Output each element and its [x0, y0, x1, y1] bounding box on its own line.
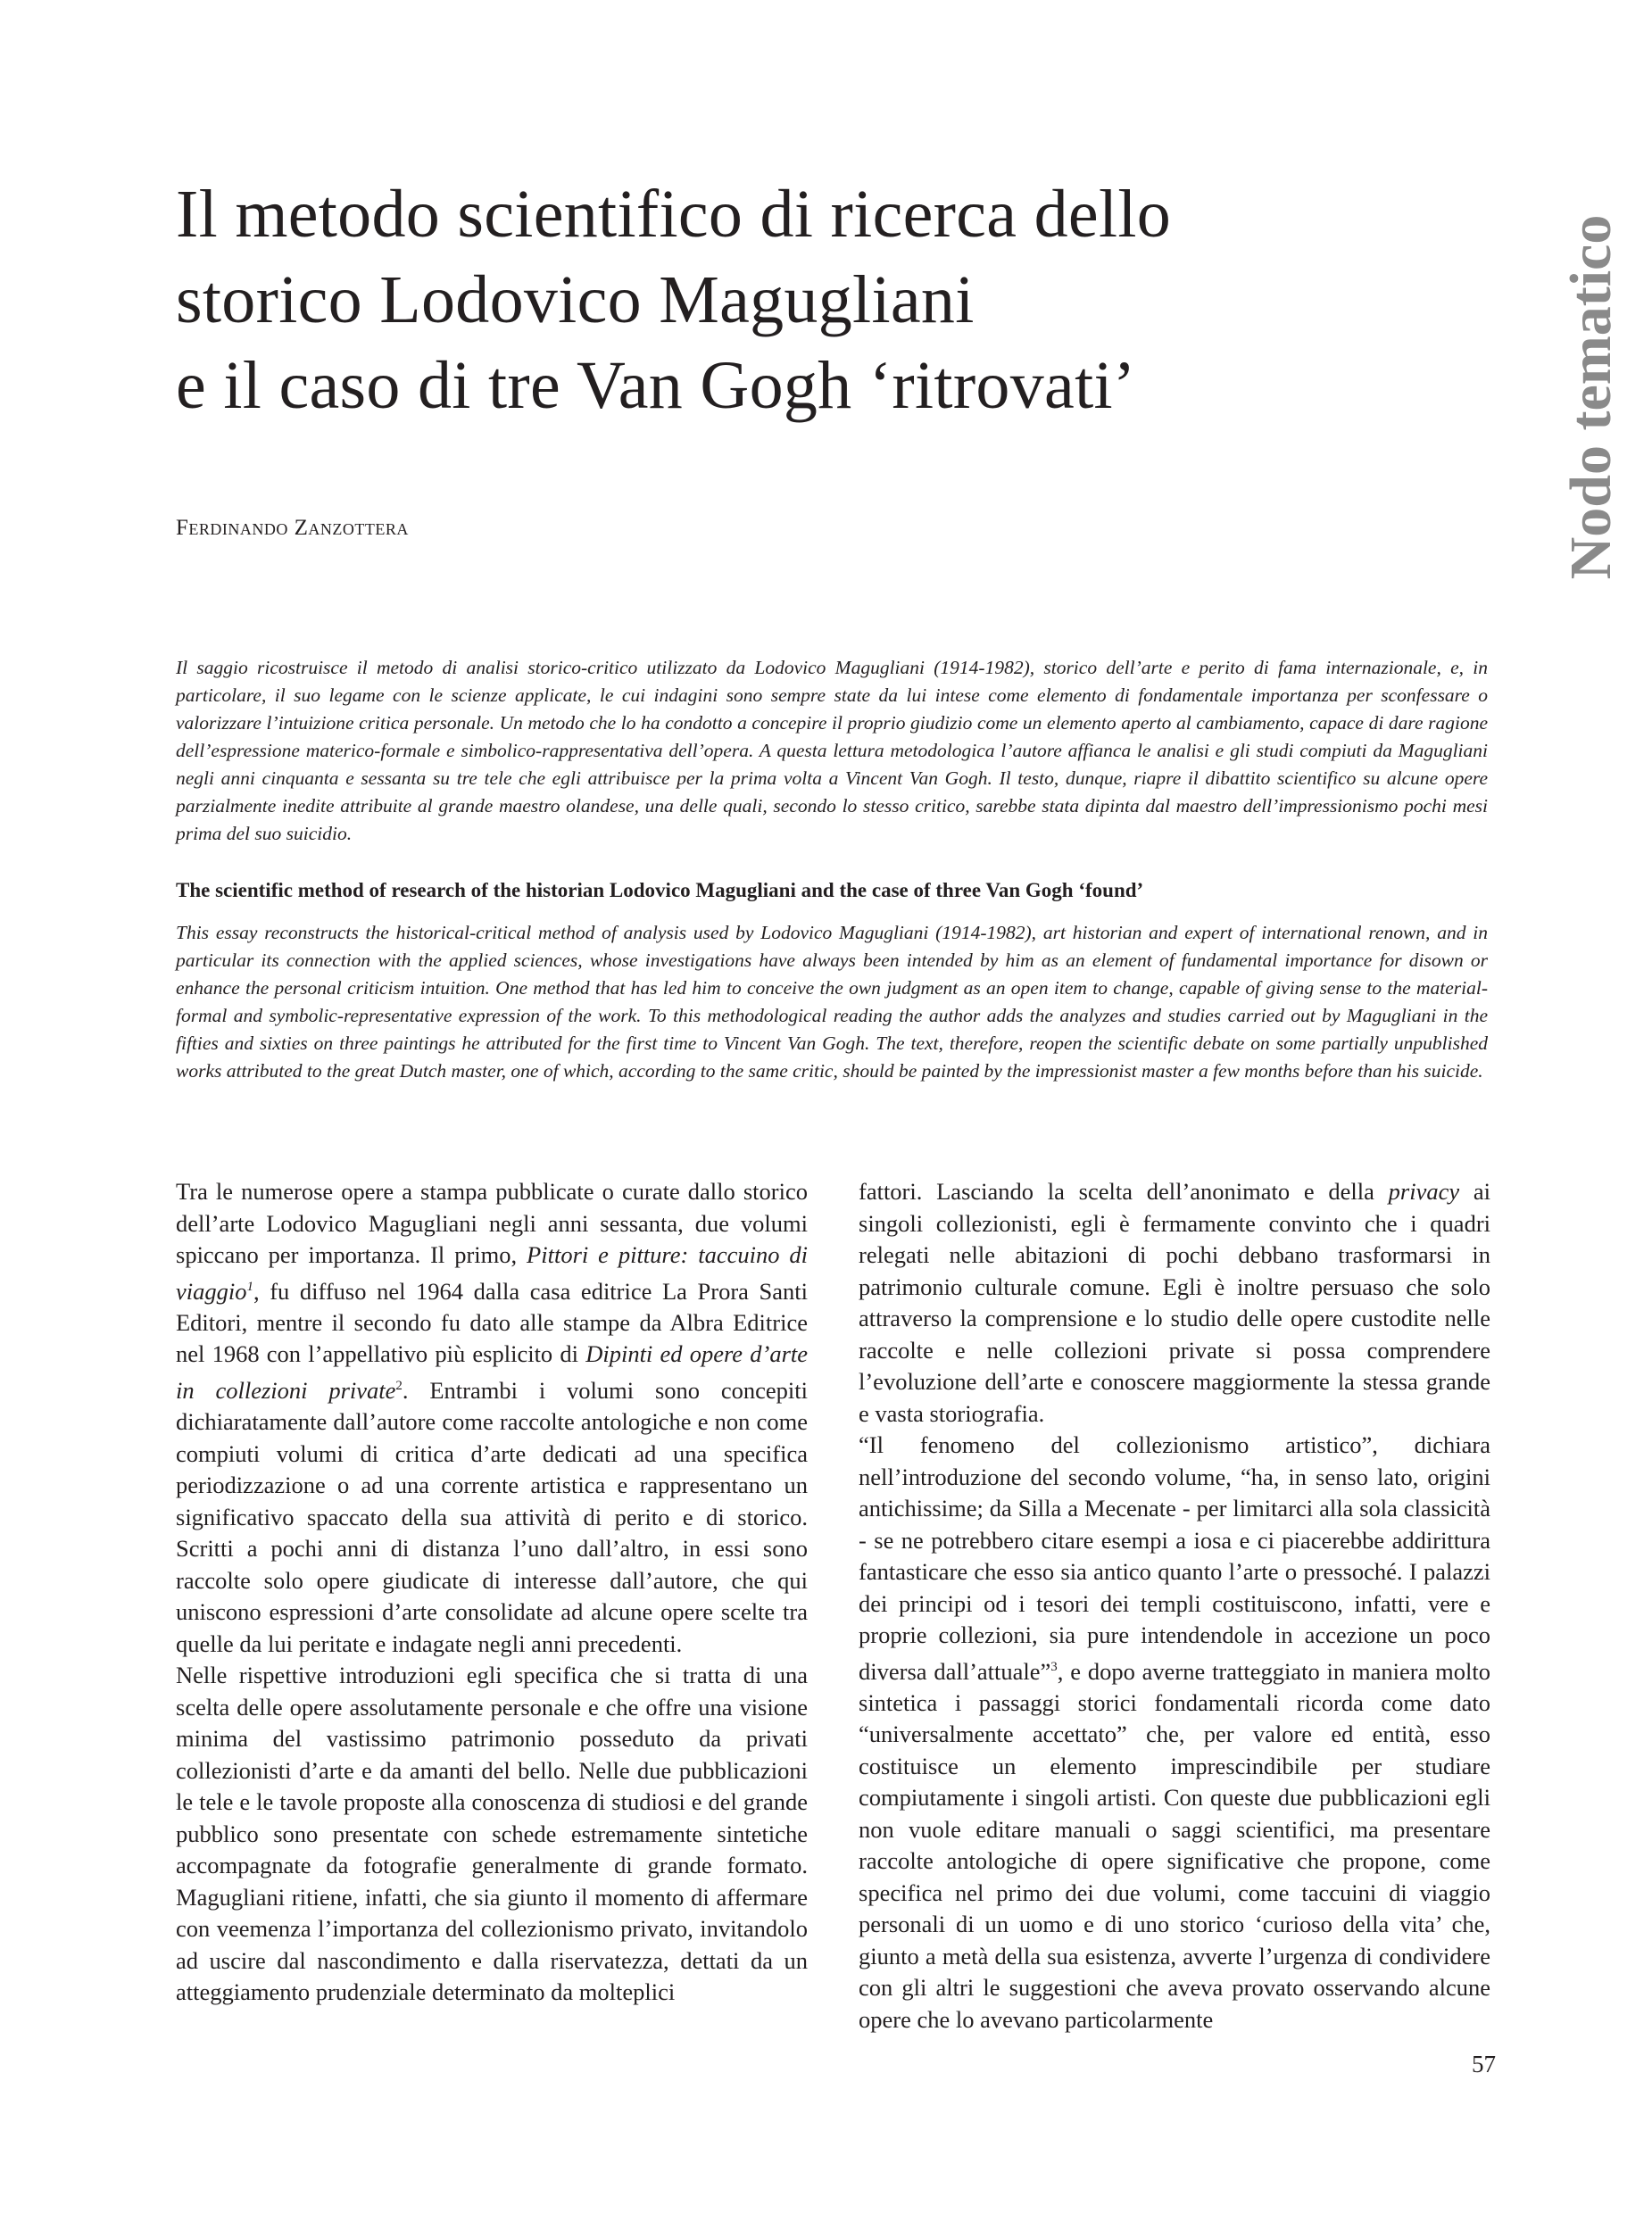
- body-text: Tra le numerose opere a stampa pubblicate o curate dallo storico dell’arte Lodovico Magugliani negli anni sessanta, due volumi spiccano per importanza. Il primo,: [176, 1178, 808, 1268]
- title-line-2: storico Lodovico Magugliani: [176, 262, 975, 337]
- body-text: . Entrambi i volumi sono concepiti dichiaratamente dall’autore come raccolte antologiche e non come compiuti volumi di critica d’arte dedicati ad una specifica periodizzazione o ad una corrente artistica e rappresentano un significativo spaccato della sua attività di perito e di storico. Scritti a pochi anni di distanza l’uno dall’altro, in essi sono raccolte solo opere giudicate di interesse dall’autore, che qui uniscono espressioni d’arte consolidate ad alcune opere scelte tra quelle da lui peritate e indagate negli anni precedenti.: [176, 1376, 808, 1657]
- author-name: Ferdinando Zanzottera: [176, 516, 409, 540]
- body-column-right: [859, 1176, 1490, 2036]
- section-tab: [1555, 211, 1628, 584]
- section-tab-label: Nodo tematico: [1558, 214, 1623, 580]
- body-text: fattori. Lasciando la scelta dell’anonimato e della: [859, 1178, 1389, 1205]
- body-text: , e dopo averne tratteggiato in maniera molto sintetica i passaggi storici fondamentali ricorda come dato “universalmente accettato” che, per valore ed entità, esso costituisce un elemento imprescindibile per studiare compiutamente i singoli artisti. Con queste due pubblicazioni egli non vuole editare manuali o saggi scientifici, ma presentare raccolte antologiche di opere significative che propone, come specifica nel primo dei due volumi, come taccuini di viaggio personali di un uomo e di uno storico ‘curioso della vita’ che, giunto a metà della sua esistenza, avverte l’urgenza di condividere con gli altri le suggestioni che aveva provato osservando alcune opere che lo avevano particolarmente: [859, 1657, 1490, 2033]
- footnote-ref: 2: [395, 1378, 403, 1393]
- body-column-left: [176, 1176, 808, 2009]
- abstract-english-title: The scientific method of research of the historian Lodovico Magugliani and the case of three Van Gogh ‘found’: [176, 879, 1144, 901]
- abstract-english: This essay reconstructs the historical-critical method of analysis used by Lodovico Magugliani (1914-1982), art historian and expert of international renown, and in particular its connection with the applied sciences, whose investigations have always been intended by him as an element of fundamental importance for disown or enhance the personal criticism intuition. One method that has led him to conceive the own judgment as an open item to change, capable of giving sense to the material-formal and symbolic-representative expression of the work. To this methodological reading the author adds the analyzes and studies carried out by Magugliani in the fifties and sixties on three paintings he attributed for the first time to Vincent Van Gogh. The text, therefore, reopen the scientific debate on some partially unpublished works attributed to the great Dutch master, one of which, according to the same critic, should be painted by the impressionist master a few months before than his suicide.: [176, 922, 1488, 1082]
- italic-term: privacy: [1388, 1178, 1460, 1205]
- footnote-ref: 1: [246, 1279, 253, 1294]
- article-title: [176, 171, 1497, 428]
- body-text: ai singoli collezionisti, egli è fermamente convinto che i quadri relegati nelle abitazioni di pochi debbano trasformarsi in patrimonio culturale comune. Egli è inoltre persuaso che solo attraverso la comprensione e lo studio delle opere custodite nelle raccolte e nelle collezioni private si possa comprendere l’evoluzione dell’arte e conoscere maggiormente la stessa grande e vasta storiografia.: [859, 1178, 1490, 1427]
- body-paragraph: [176, 1176, 808, 1660]
- title-line-3: e il caso di tre Van Gogh ‘ritrovati’: [176, 348, 1136, 423]
- book-title-italic: Pittori e pitture: taccuino di viaggio: [176, 1241, 809, 1305]
- body-paragraph: Nelle rispettive introduzioni egli specifica che si tratta di una scelta delle opere assolutamente personale e che offre una visione minima del vastissimo patrimonio posseduto da privati collezionisti d’arte e da amanti del bello. Nelle due pubblicazioni le tele e le tavole proposte alla conoscenza di studiosi e del grande pubblico sono presentate con schede estremamente sintetiche accompagnate da fotografie generalmente di grande formato. Magugliani ritiene, infatti, che sia giunto il momento di affermare con veemenza l’importanza del collezionismo privato, invitandolo ad uscire dal nascondimento e dalla riservatezza, dettati da un atteggiamento prudenziale determinato da molteplici: [176, 1662, 808, 2006]
- page-number: 57: [1472, 2051, 1496, 2077]
- body-text: “Il fenomeno del collezionismo artistico”, dichiara nell’introduzione del secondo volume, “ha, in senso lato, origini antichissime; da Silla a Mecenate - per limitarci alla sola classicità - se ne potrebbero citare esempi a iosa e ci piacerebbe addirittura fantasticare che esso sia antico quanto l’arte o pressoché. I palazzi dei principi od i tesori dei templi costituiscono, infatti, vere e proprie collezioni, sia pure intendendole in accezione un poco diversa dall’attuale”: [859, 1431, 1490, 1685]
- abstract-italian: Il saggio ricostruisce il metodo di analisi storico-critico utilizzato da Lodovico Magugliani (1914-1982), storico dell’arte e perito di fama internazionale, e, in particolare, il suo legame con le scienze applicate, le cui indagini sono sempre state da lui intese come elemento di fondamentale importanza per sconfessare o valorizzare l’intuizione critica personale. Un metodo che lo ha condotto a concepire il proprio giudizio come un elemento aperto al cambiamento, capace di dare ragione dell’espressione materico-formale e simbolico-rappresentativa dell’opera. A questa lettura metodologica l’autore affianca le analisi e gli studi compiuti da Magugliani negli anni cinquanta e sessanta su tre tele che egli attribuisce per la prima volta a Vincent Van Gogh. Il testo, dunque, riapre il dibattito scientifico su alcune opere parzialmente inedite attribuite al grande maestro olandese, una delle quali, secondo lo stesso critico, sarebbe stata dipinta dal maestro dell’impressionismo pochi mesi prima del suo suicidio.: [176, 657, 1488, 844]
- body-paragraph: [859, 1430, 1490, 2036]
- body-text: , fu diffuso nel 1964 dalla casa editrice La Prora Santi Editori, mentre il secondo fu dato alle stampe da Albra Editrice nel 1968 con l’appellativo più esplicito di: [176, 1277, 808, 1368]
- body-paragraph: [859, 1176, 1490, 1430]
- footnote-ref: 3: [1050, 1659, 1058, 1674]
- title-line-1: Il metodo scientifico di ricerca dello: [176, 177, 1172, 252]
- book-title-italic: Dipinti ed opere d’arte in collezioni private: [176, 1340, 809, 1404]
